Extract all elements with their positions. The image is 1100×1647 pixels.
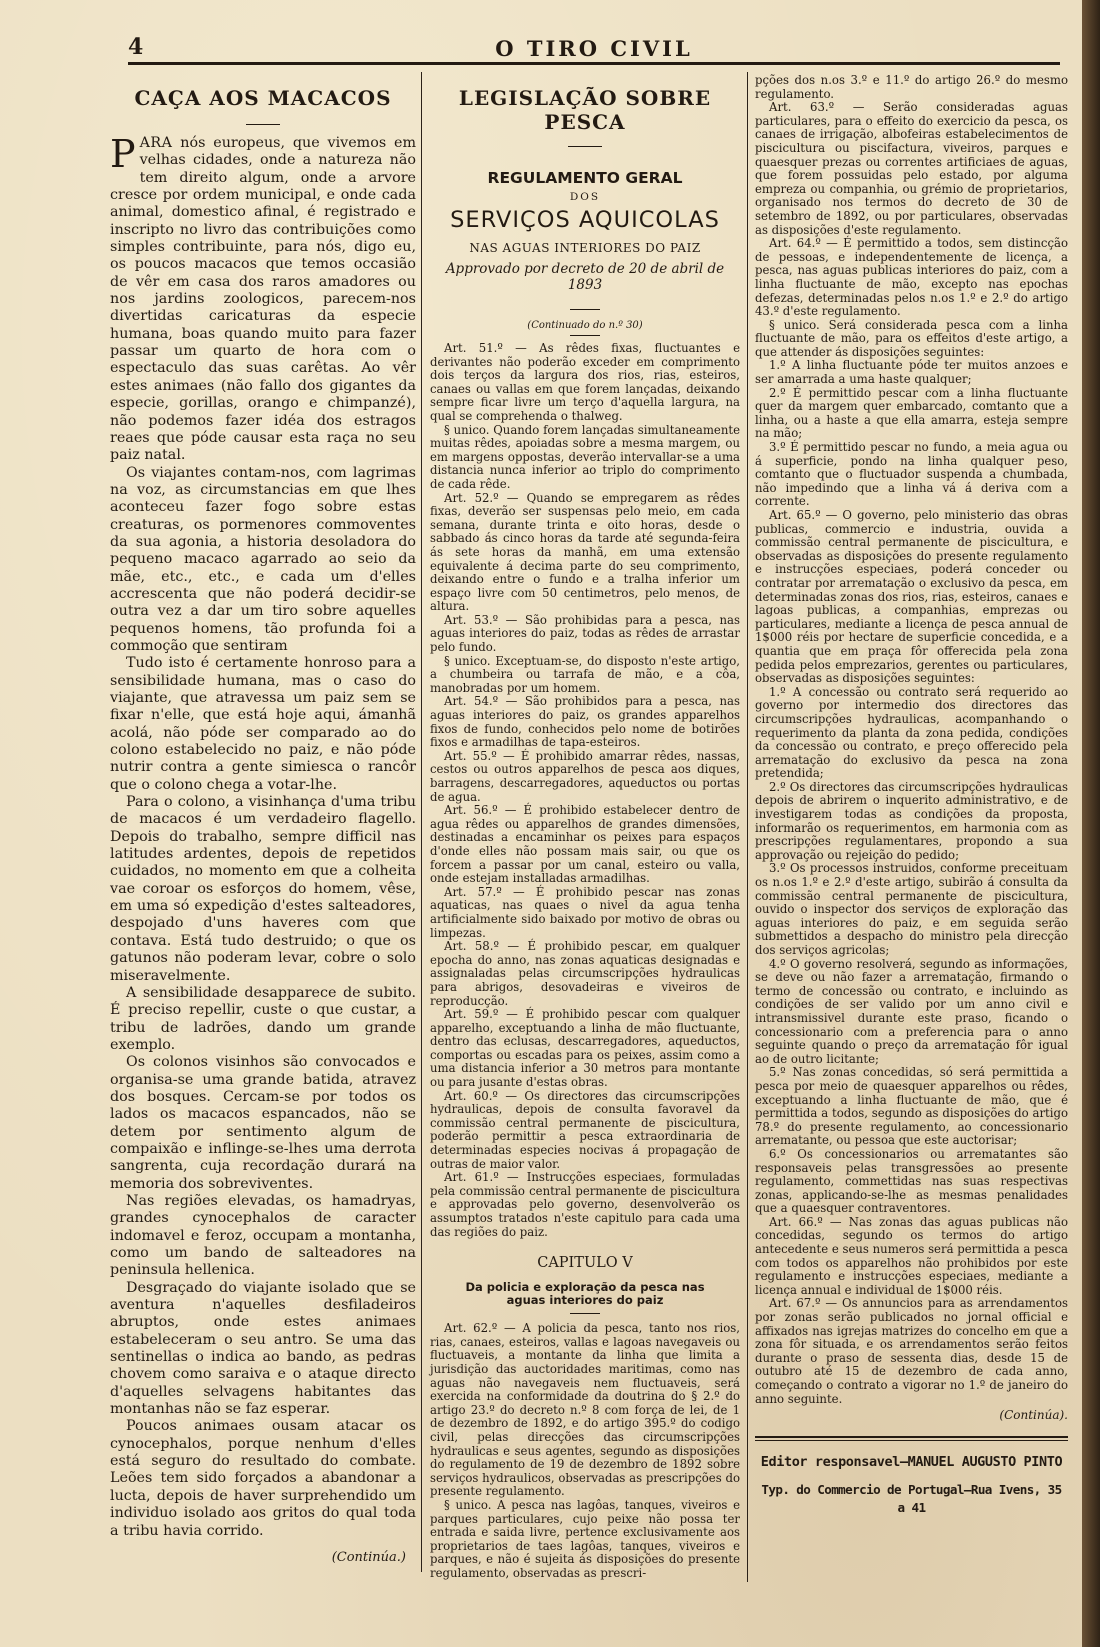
article-clause: Art. 67.º — Os annuncios para as arrendamentos por zonas serão publicados no jornal official e affixados nas igrejas matrizes do concelho em que a zona fôr situada, e os arrendamentos serão feitos durante o praso de sessenta dias, desde 15 de outubro até 15 de dezembro de cada anno, começando o contrato a vigorar no 1.º de janeiro do anno seguinte. [755,1296,1068,1406]
regulation-subject: SERVIÇOS AQUICOLAS [450,207,720,233]
article-clause: Art. 57.º — É prohibido pescar nas zonas aquaticas, nas quaes o nivel da agua tenha artificialmente sido baixado por motivo de obras ou limpezas. [430,884,740,940]
article-clause: § unico. Será considerada pesca com a linha fluctuante de mão, para os effeitos d'este artigo, a que attender ás disposições seguintes: [755,317,1068,359]
page-header [128,34,1060,64]
page-edge [1082,0,1100,1647]
paragraph: Os viajantes contam-nos, com lagrimas na voz, as circumstancias em que lhes aconteceu fazer fogo sobre estas creaturas, os pormenores commoventes da sua agonia, a historia desoladora do pequeno macaco agarrado ao seio da mãe, etc., etc., e cada um d'elles accrescenta que não poderá decidir-se outra vez a dar um tiro sobre aquelles pequenos homens, tão profunda foi a commoção que sentiram [110,464,416,654]
article-clause: 6.º Os concessionarios ou arrematantes são responsaveis pelas transgressões ao presente regulamento, commettidas nas suas respectivas zonas, applicando-se-lhe as mesmas penalidades que a quaesquer contraventores. [755,1146,1068,1216]
continued-from: (Continuado do n.º 30) [527,320,643,331]
lead-small-caps: ARA [139,135,173,151]
article-clause: Art. 63.º — Serão consideradas aguas particulares, para o effeito do exercicio da pesca, os canaes de irrigação, albofeiras estabelecimentos de piscicultura ou piscifactura, viveiros, parques e quaesquer prezas ou correntes artificiaes de aguas, que forem possuidas pelo estado, por alguma empreza ou companhia, ou grémio de proprietarios, organisado nos termos do decreto de 30 de setembro de 1892, ou por particulares, observadas as disposições d'este regulamento. [755,100,1068,237]
continued-note: (Continúa.) [331,1549,406,1565]
article-clause: Art. 59.º — É prohibido pescar com qualquer apparelho, exceptuando a linha de mão fluctuante, dentro das eclusas, descarregadores, aqueductos, comportas ou escadas para os peixes, assim como a uma distancia inferior a 30 metros para montante ou para jusante d'estas obras. [430,1007,740,1090]
article-continuation [755,74,1068,1517]
article-clause: pções dos n.os 3.º e 11.º do artigo 26.º do mesmo regulamento. [755,73,1068,101]
article-title: CAÇA AOS MACACOS [134,86,392,110]
regulation-dos: DOS [569,191,601,203]
article-clause: 1.º A linha fluctuante póde ter muitos anzoes e ser amarrada a uma haste qualquer; [755,358,1068,387]
footer-double-rule [755,1436,1068,1441]
paragraph: Tudo isto é certamente honroso para a sensibilidade humana, mas o caso do viajante, que atravessa um paiz sem se fixar n'elle, que está hoje aqui, ámanhã acolá, não póde ser comparado ao do colono estabelecido no paiz, e não póde nutrir contra a gente simiesca o rancôr que o colono chega a votar-lhe. [110,655,416,793]
article-body [755,74,1068,1406]
paragraph-text: nós europeus, que vivemos em velhas cidades, onde a natureza não tem direito algum, onde a arvore cresce por ordem municipal, e onde cada animal, domestico afinal, é registrado e inscripto no livro das contribuições como simples contribuinte, para nós, digo eu, os poucos macacos que temos occasião de vêr em casa dos raros amadores ou nos jardins zoologicos, parecem-nos divertidas caricaturas da especie humana, boas quando muito para fazer passar um quarto de hora com o espectaculo das suas carêtas. Ao vêr estes animaes (não fallo dos gigantes da especie, gorillas, orango e chimpanzé), não podemos fazer idéa dos estragos reaes que póde causar esta raça no seu paiz natal. [110,135,416,464]
chapter-body [430,1322,740,1580]
article-title: LEGISLAÇÃO SOBRE PESCA [458,86,712,134]
paragraph: Poucos animaes ousam atacar os cynocephalos, porque nenhum d'elles está seguro do resultado do combate. Leões tem sido forçados a abandonar a lucta, depois de haver surprehendido um individuo isolado aos gritos do qual toda a tribu havia corrido. [110,1418,416,1539]
article-clause: Art. 65.º — O governo, pelo ministerio das obras publicas, commercio e industria, ouvida a commissão central permanente de piscicultura, e observadas as disposições do presente regulamento e instrucções especiaes, poderá conceder ou contratar por arrematação o exclusivo da pesca, em determinadas zonas dos rios, rias, esteiros, canaes e lagoas publicas, a companhias, emprezas ou particulares, mediante a licença de pesca annual de 1$000 réis por hectare de superficie concedida, e a quantia que em praça fôr offerecida pela zona pedida pelos emprezarios, gerentes ou particulares, observadas as disposições seguintes: [755,508,1068,686]
article-clause: § unico. A pesca nas lagôas, tanques, viveiros e parques particulares, cujo peixe não possa ter entrada e saida livre, pertence exclusivamente aos proprietarios de taes lagôas, tanques, viveiros e parques, e não é sujeita ás disposições do presente regulamento, observadas as prescri- [430,1497,740,1580]
article-clause: Art. 66.º — Nas zonas das aguas publicas não concedidas, segundo os termos do artigo antecedente e seus numeros será permittida a pesca com todos os apparelhos não prohibidos por este regulamento e instrucções especiaes, mediante a licença annual e individual de 1$000 réis. [755,1214,1068,1297]
article-clause: 2.º Os directores das circumscripções hydraulicas depois de abrirem o inquerito administrativo, e de investigarem todas as condições da proposta, informarão os requerimentos, em harmonia com as prescripções regulamentares, propondo a sua approvação ou rejeição do pedido; [755,779,1068,862]
regulation-title: REGULAMENTO GERAL [487,169,683,187]
article-clause: Art. 58.º — É prohibido pescar, em qualquer epocha do anno, nas zonas aquaticas designadas e assignaladas pelas circumscripções hydraulicas para abrigos, desovadeiras e viveiros de reproducção. [430,939,740,1008]
article-clause: Art. 61.º — Instrucções especiaes, formuladas pela commissão central permanente de piscicultura e approvadas pelo governo, desenvolverão os assumptos tratados n'este capitulo para cada uma das regiões do paiz. [430,1170,740,1239]
paragraph: Os colonos visinhos são convocados e organisa-se uma grande batida, atravez dos bosques. Cercam-se por todos os lados os macacos espancados, não se detem por sentimento algum de compaixão e inflinge-se-lhes uma derrota sangrenta, cuja recordação durará na memoria dos sobreviventes. [110,1054,416,1192]
article-clause: Art. 60.º — Os directores das circumscripções hydraulicas, depois de consulta favoravel da commissão central permanente de piscicultura, poderão permittir a pesca extraordinaria de determinadas especies nocivas á propagação de outras de maior valor. [430,1088,740,1171]
article-clause: Art. 56.º — É prohibido estabelecer dentro de agua rêdes ou apparelhos de grandes dimensões, destinadas a encaminhar os peixes para espaços d'onde elles não possam mais sair, ou que os forcem a passar por um canal, esteiro ou valla, onde estejam installadas armadilhas. [430,803,740,886]
drop-cap: P [110,132,136,176]
page-number: 4 [128,34,144,60]
article-clause: 1.º A concessão ou contrato será requerido ao governo por intermedio dos directores das circumscripções hydraulicas, acompanhando o requerimento da planta da zona pedida, condições da concessão ou contrato, e preço offerecido pela arrematação do exclusivo da pesca na zona pretendida; [755,684,1068,781]
paragraph: A sensibilidade desapparece de subito. É preciso repellir, custe o que custar, a tribu de ladrões, dando um grande exemplo. [110,984,416,1053]
continued-note: (Continúa). [999,1408,1068,1423]
article-clause: § unico. Quando forem lançadas simultaneamente muitas rêdes, apoiadas sobre a mesma margem, ou em margens oppostas, deverão intervallar-se a uma distancia nunca inferior ao triplo do comprimento de cada rêde. [430,422,740,491]
separator [570,309,600,310]
paragraph: Para o colono, a visinhança d'uma tribu de macacos é um verdadeiro flagello. Depois do trabalho, sempre difficil nas latitudes ardentes, depois de repetidos cuidados, no momento em que a colheita vae coroar os esforços do homem, vêse, em uma só expedição d'estes salteadores, despojado d'uns haveres com que contava. Está tudo destruido; o que os gatunos não poderam levar, cobre o solo miseravelmente. [110,794,416,984]
article-clause: Art. 64.º — É permittido a todos, sem distincção de pessoas, e independentemente de licença, a pesca, nas aguas publicas interiores do paiz, com a linha fluctuante de mão, excepto nas epochas defezas, determinadas pelos n.os 1.º e 2.º do artigo 43.º d'este regulamento. [755,236,1068,319]
article-body [430,342,740,1239]
paragraph: Nas regiões elevadas, os hamadryas, grandes cynocephalos de caracter indomavel e feroz, occupam a montanha, como um bando de salteadores na peninsula hellenica. [110,1192,416,1279]
article-clause: 3.º É permittido pescar no fundo, a meia agua ou á superficie, pondo na linha qualquer peso, comtanto que o fluctuador suspenda a chumbada, não impedindo que a linha vá á deriva com a corrente. [755,440,1068,509]
article-clause: Art. 51.º — As rêdes fixas, fluctuantes e derivantes não poderão exceder em comprimento dois terços da largura dos rios, rias, esteiros, canaes ou vallas em que forem lançadas, deixando sempre ficar livre um terço d'aquella largura, na qual se comprehenda o thalweg. [430,341,740,423]
article-clause: 5.º Nas zonas concedidas, só será permittida a pesca por meio de quaesquer apparelhos ou rêdes, exceptuando a linha fluctuante de mão, que é permittida a todos, segundo as disposições do artigo 78.º do presente regulamento, ao concessionario arrematante, ou pessoa que este auctorisar; [755,1065,1068,1148]
paragraph [110,132,416,465]
masthead: O TIRO CIVIL [495,36,693,61]
column-divider [747,72,748,1582]
article-clause: Art. 55.º — É prohibido amarrar rêdes, nassas, cestos ou outros apparelhos de pesca aos diques, barragens, descarregadores, aqueductos ou portas de agua. [430,748,740,804]
column-divider [421,72,422,1572]
paragraph: Desgraçado do viajante isolado que se aventura n'aquelles desfiladeiros abruptos, onde estes animaes estabeleceram o seu antro. Se uma das sentinellas o indica ao bando, as pedras chovem como saraiva e o ataque directo d'aquelles selvagens habitantes das montanhas não se faz esperar. [110,1279,416,1418]
approval-line: Approvado por decreto de 20 de abril de 1893 [445,261,725,293]
title-separator [246,124,280,125]
article-clause: Art. 54.º — São prohibidos para a pesca, nas aguas interiores do paiz, os grandes apparelhos fixos de fundo, conhecidos pelo nome de botirões fixos e armadilhas de tapa-esteiros. [430,694,740,750]
separator [570,1313,600,1314]
editor-line: Editor responsavel—MANUEL AUGUSTO PINTO [760,1454,1063,1471]
article-clause: 4.º O governo resolverá, segundo as informações, se deve ou não fazer a arrematação, firmando o termo de concessão ou contrato, e incluindo as condições de ser valido por um anno civil e intransmissivel durante este praso, ficando o concessionario com a preferencia para o anno seguinte quando o preço da arrematação fôr igual ao de outro licitante; [755,956,1068,1066]
title-separator [568,146,602,147]
article-caca-aos-macacos [110,80,416,1565]
article-clause: 2.º É permittido pescar com a linha fluctuante quer da margem quer embarcado, comtanto que a linha, ou a haste a que ella amarra, esteja sempre na mão; [755,385,1068,441]
printer-line: Typ. do Commercio de Portugal—Rua Ivens, 35 a 41 [761,1482,1062,1516]
article-body [110,132,416,1540]
regulation-scope: NAS AGUAS INTERIORES DO PAIZ [469,241,701,255]
separator [570,335,600,336]
article-clause: Art. 62.º — A policia da pesca, tanto nos rios, rias, canaes, esteiros, vallas e lagoas navegaveis ou fluctuaveis, a montante da linha que limita a jurisdição das auctoridades maritimas, como nas aguas não navegaveis nem fluctuaveis, será exercida na conformidade da doutrina do § 2.º do artigo 23.º do decreto n.º 8 com força de lei, de 1 de dezembro de 1892, e do artigo 395.º do codigo civil, pelas direcções das circumscripções hydraulicas e seus agentes, segundo as disposições do regulamento de 19 de dezembro de 1892 sobre serviços hydraulicos, observadas as prescripções do presente regulamento. [430,1321,740,1499]
article-clause: § unico. Exceptuam-se, do disposto n'este artigo, a chumbeira ou tarrafa de mão, e a côa, manobradas por um homem. [430,653,740,695]
chapter-heading: CAPITULO V [537,1255,633,1272]
header-rule [128,62,1060,65]
article-legislacao-pesca [430,80,740,1580]
article-clause: Art. 52.º — Quando se empregarem as rêdes fixas, deverão ser suspensas pelo meio, em cada semana, durante trinta e oito horas, desde o sabbado ás cinco horas da tarde até segunda-feira ás sete horas da manhã, em uma extensão equivalente á decima parte do seu comprimento, deixando entre o fundo e a tralha inferior um espaço livre com 50 centimetros, pelo menos, de altura. [430,490,740,614]
article-clause: 3.º Os processos instruidos, conforme preceituam os n.os 1.º e 2.º d'este artigo, subirão á consulta da commissão central permanente de piscicultura, ouvido o inspector dos serviços de exploração das aguas interiores do paiz, e em seguida serão submettidos a despacho do ministro pela direcção dos serviços agricolas; [755,861,1068,957]
article-clause: Art. 53.º — São prohibidas para a pesca, nas aguas interiores do paiz, todas as rêdes de arrastar pelo fundo. [430,612,740,655]
chapter-title: Da policia e exploração da pesca nas aguas interiores do paiz [465,1280,705,1308]
